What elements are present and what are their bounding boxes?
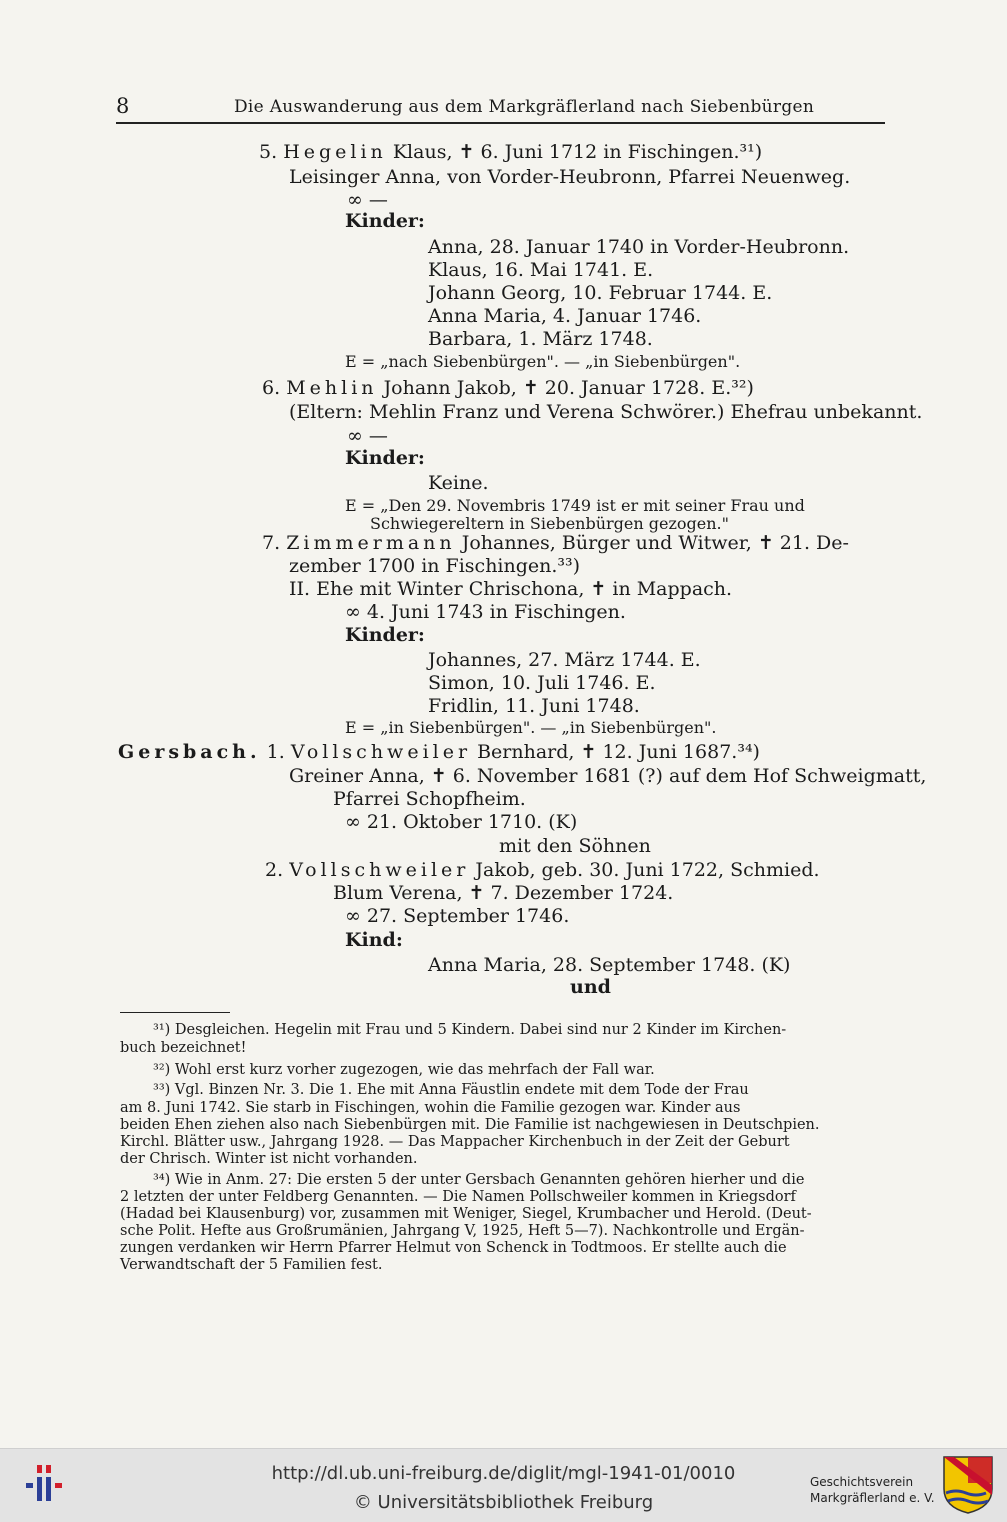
gersbach-entry-1-marriage: ∞ 21. Oktober 1710. (K)	[345, 811, 578, 833]
entry-6-marriage: ∞ —	[347, 425, 388, 447]
header-rule	[116, 122, 885, 124]
entry-details: Jakob, geb. 30. Juni 1722, Schmied.	[475, 859, 820, 881]
entry-surname: Zimmermann	[286, 532, 456, 554]
footnote-34: sche Polit. Hefte aus Großrumänien, Jahrgang V, 1925, Heft 5—7). Nachkontrolle und Ergän-	[120, 1223, 805, 1239]
entry-5-line1	[259, 141, 762, 164]
entry-5-marriage: ∞ —	[347, 189, 388, 211]
entry-7-child: Simon, 10. Juli 1746. E.	[428, 672, 656, 694]
gersbach-entry-2-child: Anna Maria, 28. September 1748. (K)	[428, 954, 791, 976]
entry-5-child: Anna Maria, 4. Januar 1746.	[428, 305, 702, 327]
entry-number: 6.	[262, 377, 281, 399]
publisher-name	[810, 1474, 935, 1506]
place-heading: Gersbach.	[118, 741, 261, 763]
footnote-33: beiden Ehen ziehen also nach Siebenbürgen mit. Die Familie ist nachgewiesen in Deutschpien.	[120, 1117, 820, 1133]
entry-number: 5.	[259, 141, 278, 163]
publisher-line1: Geschichtsverein	[810, 1475, 914, 1489]
gersbach-entry-2-spouse: Blum Verena, ✝ 7. Dezember 1724.	[333, 882, 674, 904]
gersbach-und: und	[570, 976, 611, 998]
footnote-33: der Chrisch. Winter ist nicht vorhanden.	[120, 1151, 418, 1167]
entry-5-children-label: Kinder:	[345, 210, 425, 232]
gersbach-entry-1-parish: Pfarrei Schopfheim.	[333, 788, 526, 810]
footnote-33: am 8. Juni 1742. Sie starb in Fischingen, wohin die Familie gezogen war. Kinder aus	[120, 1100, 741, 1116]
entry-6-note-line2: Schwiegereltern in Siebenbürgen gezogen."	[370, 514, 729, 533]
entry-surname: Vollschweiler	[289, 859, 470, 881]
entry-details: Klaus, ✝ 6. Juni 1712 in Fischingen.³¹)	[392, 141, 763, 163]
entry-details: Johannes, Bürger und Witwer, ✝ 21. De-	[461, 532, 849, 554]
footnote-34: zungen verdanken wir Herrn Pfarrer Helmut von Schenck in Todtmoos. Er stellte auch die	[120, 1240, 787, 1256]
footnote-34: (Hadad bei Klausenburg) vor, zusammen mit Weniger, Siegel, Krumbacher und Herold. (Deut-	[120, 1206, 812, 1222]
entry-surname: Vollschweiler	[290, 741, 472, 763]
footnote-31: buch bezeichnet!	[120, 1040, 247, 1056]
page-number: 8	[116, 94, 130, 118]
publisher-line2: Markgräflerland e. V.	[810, 1491, 935, 1505]
gersbach-entry-2-line1	[265, 859, 820, 882]
entry-6-children-label: Kinder:	[345, 447, 425, 469]
permalink-url[interactable]: http://dl.ub.uni-freiburg.de/diglit/mgl-1941-01/0010	[271, 1463, 736, 1484]
running-title: Die Auswanderung aus dem Markgräflerland nach Siebenbürgen	[234, 97, 815, 117]
entry-7-line1-cont: zember 1700 in Fischingen.³³)	[289, 555, 581, 577]
footnote-rule	[120, 1012, 230, 1013]
footnote-33: Kirchl. Blätter usw., Jahrgang 1928. — Das Mappacher Kirchenbuch in der Zeit der Geburt	[120, 1134, 790, 1150]
entry-6-note-line1: E = „Den 29. Novembris 1749 ist er mit seiner Frau und	[345, 496, 805, 515]
entry-details: Bernhard, ✝ 12. Juni 1687.³⁴)	[477, 741, 760, 763]
entry-7-child: Johannes, 27. März 1744. E.	[428, 649, 701, 671]
entry-6-line1	[262, 377, 754, 400]
copyright-text: © Universitätsbibliothek Freiburg	[353, 1492, 654, 1513]
coat-of-arms-icon[interactable]	[942, 1455, 994, 1519]
entry-5-child: Johann Georg, 10. Februar 1744. E.	[428, 282, 773, 304]
entry-7-marriage: ∞ 4. Juni 1743 in Fischingen.	[345, 601, 626, 623]
entry-number: 7.	[262, 532, 281, 554]
entry-7-line1	[262, 532, 849, 555]
footnote-33: ³³) Vgl. Binzen Nr. 3. Die 1. Ehe mit Anna Fäustlin endete mit dem Tode der Frau	[153, 1082, 749, 1098]
entry-7-children-label: Kinder:	[345, 624, 425, 646]
entry-number: 2.	[265, 859, 284, 881]
gersbach-entry-1-spouse: Greiner Anna, ✝ 6. November 1681 (?) auf dem Hof Schweigmatt,	[289, 765, 927, 787]
entry-surname: Mehlin	[286, 377, 378, 399]
entry-6-child: Keine.	[428, 472, 489, 494]
entry-number: 1.	[266, 741, 285, 763]
entry-5-child: Anna, 28. Januar 1740 in Vorder-Heubronn.	[428, 236, 850, 258]
footnote-34: ³⁴) Wie in Anm. 27: Die ersten 5 der unter Gersbach Genannten gehören hierher und die	[153, 1172, 805, 1188]
footnote-32: ³²) Wohl erst kurz vorher zugezogen, wie das mehrfach der Fall war.	[153, 1062, 655, 1078]
gersbach-entry-2-marriage: ∞ 27. September 1746.	[345, 905, 570, 927]
gersbach-entry-1-line1	[118, 741, 760, 764]
entry-5-child: Barbara, 1. März 1748.	[428, 328, 653, 350]
gersbach-with-sons: mit den Söhnen	[499, 835, 651, 857]
viewer-footer	[0, 1448, 1007, 1522]
footnote-34: 2 letzten der unter Feldberg Genannten. — Die Namen Pollschweiler kommen in Kriegsdorf	[120, 1189, 796, 1205]
footnote-34: Verwandtschaft der 5 Familien fest.	[120, 1257, 383, 1273]
entry-5-note: E = „nach Siebenbürgen". — „in Siebenbürgen".	[345, 352, 741, 371]
entry-5-child: Klaus, 16. Mai 1741. E.	[428, 259, 654, 281]
entry-5-spouse: Leisinger Anna, von Vorder-Heubronn, Pfarrei Neuenweg.	[289, 166, 851, 188]
footnote-31: ³¹) Desgleichen. Hegelin mit Frau und 5 Kindern. Dabei sind nur 2 Kinder im Kirchen-	[153, 1022, 787, 1038]
entry-details: Johann Jakob, ✝ 20. Januar 1728. E.³²)	[383, 377, 754, 399]
entry-6-parents: (Eltern: Mehlin Franz und Verena Schwörer.) Ehefrau unbekannt.	[289, 401, 923, 423]
entry-7-child: Fridlin, 11. Juni 1748.	[428, 695, 640, 717]
gersbach-entry-2-children-label: Kind:	[345, 929, 403, 951]
entry-7-note: E = „in Siebenbürgen". — „in Siebenbürgen".	[345, 718, 717, 737]
entry-7-second-marriage: II. Ehe mit Winter Chrischona, ✝ in Mappach.	[289, 578, 733, 600]
entry-surname: Hegelin	[283, 141, 387, 163]
